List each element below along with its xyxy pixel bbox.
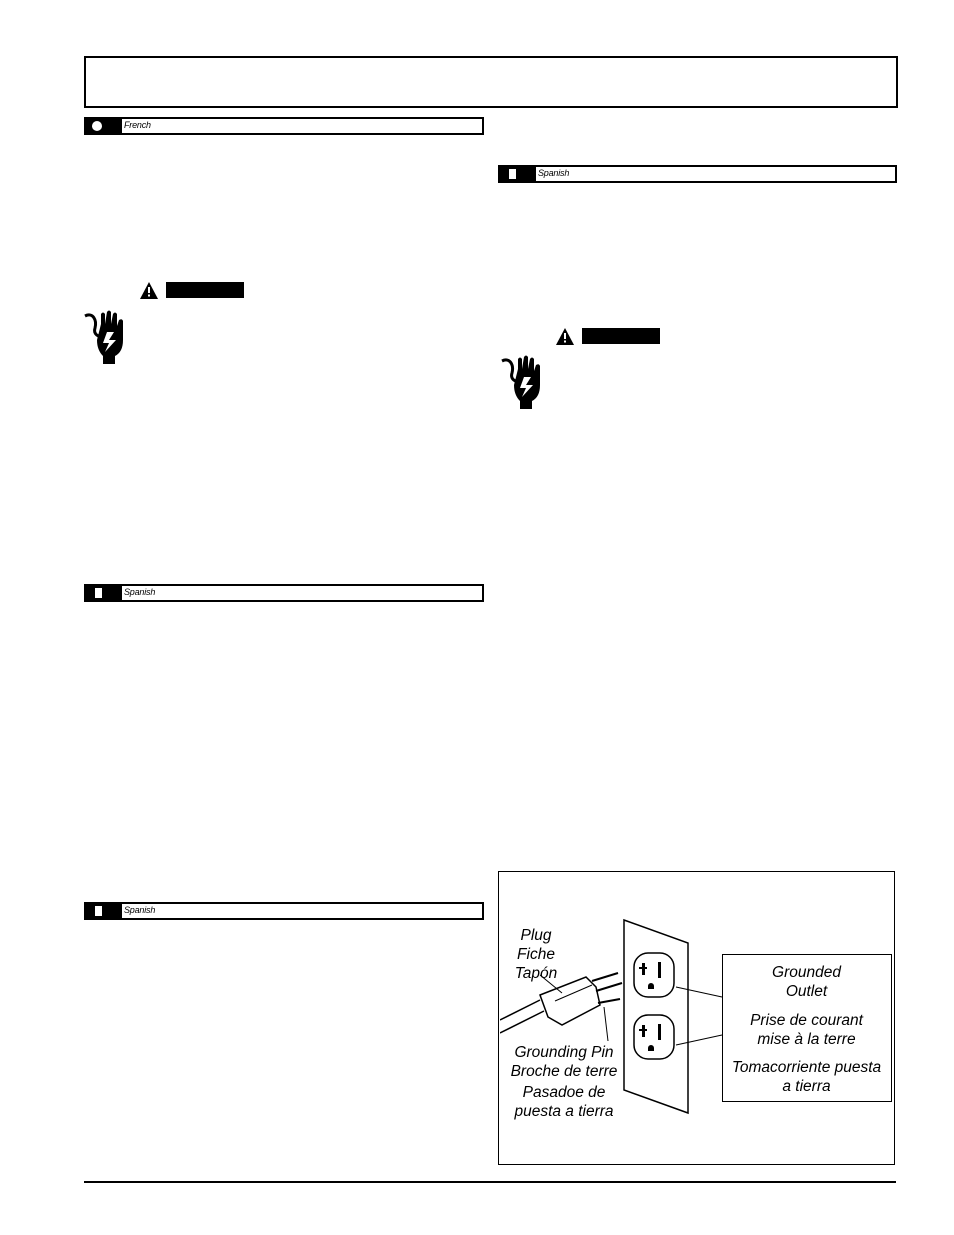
- warning-triangle-icon: [556, 328, 574, 350]
- grounded-outlet-callout: [722, 954, 892, 1102]
- flag-spanish-icon: [86, 904, 122, 918]
- outlet-label-es: Tomacorriente puesta a tierra: [731, 1059, 882, 1095]
- page-title-box: [84, 56, 898, 108]
- grounding-pin-label: Grounding Pin Broche de terre Pasadoe de puesta a tierra: [510, 1044, 618, 1120]
- section-bar-spanish-3: [498, 165, 897, 183]
- warning-triangle-icon: [140, 282, 158, 304]
- warning-label-bar: [166, 282, 244, 298]
- flag-spanish-icon: [500, 167, 536, 181]
- electric-shock-hand-icon: [83, 310, 129, 362]
- flag-spanish-icon: [86, 586, 122, 600]
- outlet-label-fr: Prise de courant mise à la terre: [750, 1012, 863, 1048]
- section-label-spanish: Spanish: [124, 905, 156, 915]
- section-label-french: French: [124, 120, 151, 130]
- plug-label: Plug Fiche Tapón: [514, 927, 558, 982]
- section-label-spanish: Spanish: [538, 168, 570, 178]
- flag-french-icon: [86, 119, 122, 133]
- outlet-label-en: Grounded Outlet: [772, 964, 841, 1000]
- section-bar-french: [84, 117, 484, 135]
- electric-shock-hand-icon: [500, 355, 546, 407]
- footer-divider: [84, 1181, 896, 1183]
- section-bar-spanish-2: [84, 902, 484, 920]
- warning-label-bar: [582, 328, 660, 344]
- section-label-spanish: Spanish: [124, 587, 156, 597]
- section-bar-spanish-1: [84, 584, 484, 602]
